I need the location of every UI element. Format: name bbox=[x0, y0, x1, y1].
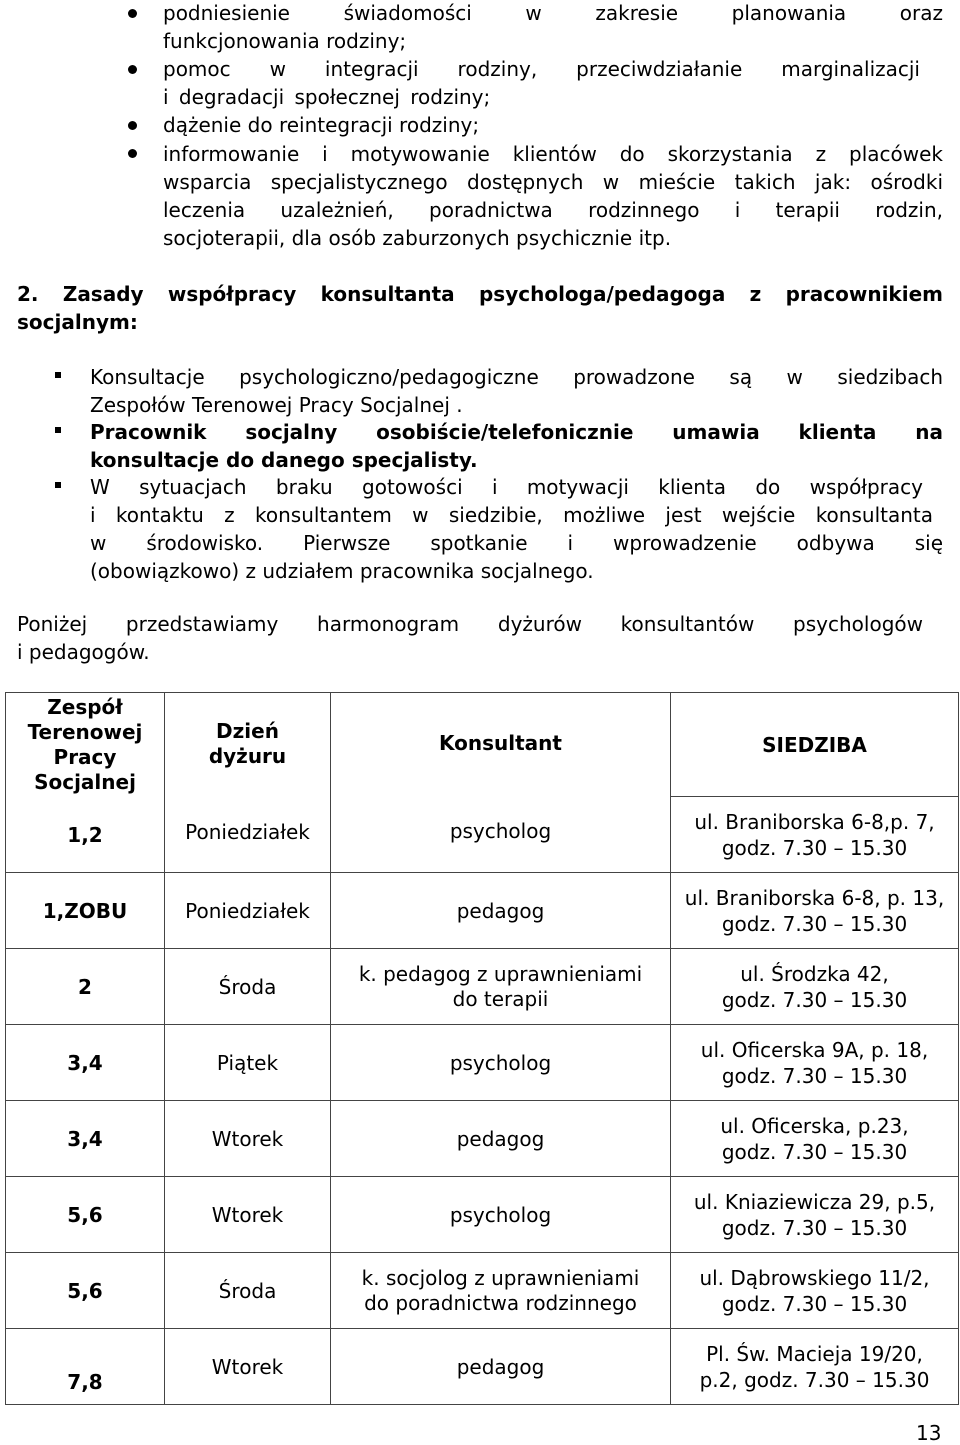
section-heading: socjalnym: bbox=[17, 310, 138, 334]
header-team-line: Socjalnej bbox=[34, 770, 136, 794]
item-line: W sytuacjach braku gotowości i motywacji klienta do współpracy bbox=[90, 475, 923, 499]
table-cell-seat bbox=[671, 1025, 959, 1101]
bullet-line: podniesienie świadomości w zakresie planowania oraz bbox=[163, 1, 943, 25]
table-row bbox=[6, 1101, 959, 1177]
table-row bbox=[6, 949, 959, 1025]
table-cell-day: Wtorek bbox=[165, 1177, 331, 1253]
seat-line: ul. Oficerska, p.23, bbox=[720, 1113, 909, 1138]
seat-line: ul. Braniborska 6-8, p. 13, bbox=[684, 885, 945, 910]
bullet-dot-icon bbox=[128, 121, 137, 130]
table-cell-team: 3,4 bbox=[6, 1101, 165, 1177]
table-cell-day: Środa bbox=[165, 1253, 331, 1329]
seat-line: godz. 7.30 – 15.30 bbox=[721, 911, 908, 936]
table-cell-team: 5,6 bbox=[6, 1253, 165, 1329]
seat-line: ul. Środzka 42, bbox=[740, 961, 889, 986]
table-cell-seat bbox=[671, 797, 959, 873]
table-cell-day: Wtorek bbox=[165, 1329, 331, 1405]
table-cell-consultant: psycholog bbox=[449, 819, 552, 843]
table-cell-consultant bbox=[331, 1329, 671, 1405]
table-row bbox=[6, 1329, 959, 1405]
table-cell-consultant bbox=[331, 949, 671, 1025]
table-cell-team: 3,4 bbox=[6, 1025, 165, 1101]
seat-line: godz. 7.30 – 15.30 bbox=[721, 1063, 908, 1088]
header-team-line: Terenowej bbox=[27, 720, 143, 744]
bullet-line: leczenia uzależnień, poradnictwa rodzinnego i terapii rodzin, bbox=[163, 198, 943, 222]
item-line: konsultacje do danego specjalisty. bbox=[90, 448, 478, 472]
table-cell-consultant bbox=[331, 1253, 671, 1329]
section-heading: 2. Zasady współpracy konsultanta psychologa/pedagoga z pracownikiem bbox=[17, 282, 943, 306]
consultant-line: do poradnictwa rodzinnego bbox=[364, 1290, 637, 1315]
bullet-line: dążenie do reintegracji rodziny; bbox=[163, 113, 480, 137]
intro-line: Poniżej przedstawiamy harmonogram dyżurów konsultantów psychologów bbox=[17, 612, 923, 636]
table-cell-seat bbox=[671, 949, 959, 1025]
seat-line: godz. 7.30 – 15.30 bbox=[721, 1215, 908, 1240]
table-cell-seat bbox=[671, 1329, 959, 1405]
header-day-line: dyżuru bbox=[208, 744, 287, 768]
consultant-line: psycholog bbox=[449, 1202, 552, 1227]
table-cell-day: Piątek bbox=[165, 1025, 331, 1101]
header-day bbox=[165, 693, 331, 873]
header-consultant bbox=[331, 693, 671, 873]
table-cell-seat bbox=[671, 873, 959, 949]
bullet-line: wsparcia specjalistycznego dostępnych w mieście takich jak: ośrodki bbox=[163, 170, 943, 194]
header-team-line: Zespół bbox=[47, 695, 123, 719]
table-cell-team: 7,8 bbox=[6, 1329, 165, 1405]
item-line: Zespołów Terenowej Pracy Socjalnej . bbox=[90, 393, 463, 417]
table-row bbox=[6, 873, 959, 949]
table-cell-team: 1,2 bbox=[67, 823, 103, 847]
item-line: i kontaktu z konsultantem w siedzibie, możliwe jest wejście konsultanta bbox=[90, 503, 933, 527]
header-seat: SIEDZIBA bbox=[671, 693, 959, 797]
table-cell-team: 2 bbox=[6, 949, 165, 1025]
bullet-line: funkcjonowania rodziny; bbox=[163, 29, 407, 53]
square-bullet-icon bbox=[55, 427, 61, 433]
table-cell-seat bbox=[671, 1253, 959, 1329]
item-line: Konsultacje psychologiczno/pedagogiczne prowadzone są w siedzibach bbox=[90, 365, 943, 389]
seat-line: ul. Dąbrowskiego 11/2, bbox=[699, 1265, 930, 1290]
table-cell-day: Poniedziałek bbox=[165, 873, 331, 949]
seat-line: godz. 7.30 – 15.30 bbox=[721, 987, 908, 1012]
bullet-line: socjoterapii, dla osób zaburzonych psychicznie itp. bbox=[163, 226, 672, 250]
intro-line: i pedagogów. bbox=[17, 640, 150, 664]
table-cell-consultant bbox=[331, 1101, 671, 1177]
seat-line: godz. 7.30 – 15.30 bbox=[721, 835, 908, 860]
seat-line: ul. Oficerska 9A, p. 18, bbox=[700, 1037, 929, 1062]
table-row bbox=[6, 1025, 959, 1101]
consultant-line: do terapii bbox=[452, 986, 549, 1011]
item-line: w środowisko. Pierwsze spotkanie i wprowadzenie odbywa się bbox=[90, 531, 943, 555]
table-cell-consultant bbox=[331, 1177, 671, 1253]
table-cell-consultant bbox=[331, 873, 671, 949]
square-bullet-icon bbox=[55, 372, 61, 378]
header-consultant-label: Konsultant bbox=[439, 731, 562, 755]
consultant-line: k. socjolog z uprawnieniami bbox=[361, 1265, 640, 1290]
table-row bbox=[6, 1177, 959, 1253]
table-cell-consultant bbox=[331, 1025, 671, 1101]
table-row bbox=[6, 1253, 959, 1329]
consultant-line: pedagog bbox=[456, 1354, 545, 1379]
seat-line: Pl. Św. Macieja 19/20, bbox=[706, 1341, 923, 1366]
header-team-line: Pracy bbox=[53, 745, 117, 769]
item-line: (obowiązkowo) z udziałem pracownika socjalnego. bbox=[90, 559, 594, 583]
consultant-line: k. pedagog z uprawnieniami bbox=[358, 961, 643, 986]
bullet-dot-icon bbox=[128, 9, 137, 18]
consultant-line: psycholog bbox=[449, 1050, 552, 1075]
table-cell-day: Wtorek bbox=[165, 1101, 331, 1177]
consultant-line: pedagog bbox=[456, 1126, 545, 1151]
schedule-table bbox=[5, 692, 959, 1405]
table-header-row bbox=[6, 693, 959, 797]
table-cell-seat bbox=[671, 1101, 959, 1177]
seat-line: godz. 7.30 – 15.30 bbox=[721, 1291, 908, 1316]
item-line: Pracownik socjalny osobiście/telefonicznie umawia klienta na bbox=[90, 420, 943, 444]
seat-line: ul. Braniborska 6-8,p. 7, bbox=[694, 809, 935, 834]
seat-line: godz. 7.30 – 15.30 bbox=[721, 1139, 908, 1164]
table-cell-day: Poniedziałek bbox=[185, 820, 310, 844]
bullet-line: pomoc w integracji rodziny, przeciwdziałanie marginalizacji bbox=[163, 57, 920, 81]
page-number: 13 bbox=[916, 1421, 942, 1445]
bullet-dot-icon bbox=[128, 149, 137, 158]
seat-line: p.2, godz. 7.30 – 15.30 bbox=[699, 1367, 930, 1392]
square-bullet-icon bbox=[55, 482, 61, 488]
table-cell-team: 5,6 bbox=[6, 1177, 165, 1253]
bullet-line: i degradacji społecznej rodziny; bbox=[163, 85, 491, 109]
table-cell-seat bbox=[671, 1177, 959, 1253]
header-team bbox=[6, 693, 165, 873]
header-day-line: Dzień bbox=[216, 719, 279, 743]
seat-line: ul. Kniaziewicza 29, p.5, bbox=[693, 1189, 936, 1214]
consultant-line: pedagog bbox=[456, 898, 545, 923]
table-cell-team: 1,ZOBU bbox=[6, 873, 165, 949]
bullet-line: informowanie i motywowanie klientów do skorzystania z placówek bbox=[163, 142, 943, 166]
table-cell-day: Środa bbox=[165, 949, 331, 1025]
bullet-dot-icon bbox=[128, 65, 137, 74]
